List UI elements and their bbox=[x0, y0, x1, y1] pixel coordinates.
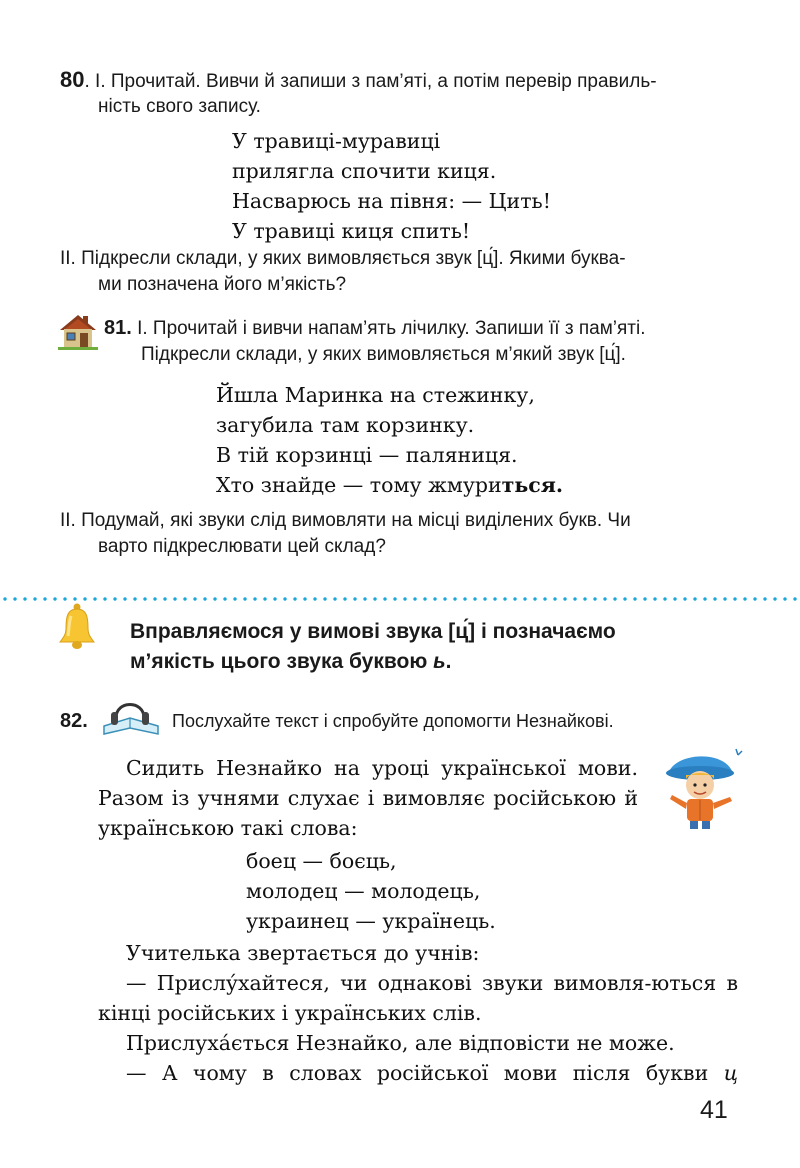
word-pairs bbox=[246, 846, 496, 936]
ex81-task1-line2: Підкресли склади, у яких вимовляється м’який звук [ц́]. bbox=[141, 344, 626, 365]
poem-line: Йшла Маринка на стежинку, bbox=[216, 383, 535, 407]
poem-line: У травиці-муравиці bbox=[232, 129, 441, 153]
ex80-task2-line1: ІІ. Підкресли склади, у яких вимовляється звук [ц́]. Якими буква- bbox=[60, 248, 626, 269]
story-paragraph: — Прислу́хайтеся, чи однакові звуки вимовля-ються в кінці російських і українських слів. bbox=[98, 971, 738, 1025]
section-heading: Вправляємося у вимові звука [ц́] і позначаємо м’якість цього звука буквою ь. bbox=[130, 620, 616, 673]
ex82-number: 82. bbox=[60, 710, 88, 732]
bell-icon bbox=[58, 602, 96, 650]
neznaiko-illustration bbox=[660, 745, 748, 830]
poem-line: В тій корзинці — паляниця. bbox=[216, 443, 518, 467]
page-number: 41 bbox=[700, 1096, 728, 1124]
ex82-instruction: Послухайте текст і спробуйте допомогти Незнайкові. bbox=[172, 711, 614, 731]
word-pair: украинец — українець. bbox=[246, 909, 496, 933]
poem-line: Насварюсь на півня: — Цить! bbox=[232, 189, 551, 213]
ex81-poem bbox=[216, 380, 563, 500]
ex80-poem bbox=[232, 126, 551, 246]
ex82-dialogue bbox=[98, 938, 738, 1088]
ex81-task2-line1: ІІ. Подумай, які звуки слід вимовляти на місці виділених букв. Чи bbox=[60, 510, 631, 531]
poem-line: Хто знайде — тому жмуриться. bbox=[216, 473, 564, 497]
story-paragraph: Прислуха́ється Незнайко, але відповісти не може. bbox=[126, 1031, 675, 1055]
ex80-task2-line2: ми позначена його м’якість? bbox=[98, 274, 347, 295]
word-pair: боец — боєць, bbox=[246, 849, 397, 873]
section-divider bbox=[0, 597, 800, 601]
ex81-number: 81. bbox=[104, 317, 132, 339]
headphones-book-icon bbox=[100, 692, 162, 740]
ex81-task2-line2: варто підкреслювати цей склад? bbox=[98, 536, 386, 557]
story-paragraph: Учителька звертається до учнів: bbox=[126, 941, 480, 965]
ex80-task1-cont: ність свого запису. bbox=[98, 96, 261, 117]
poem-line: загубила там корзинку. bbox=[216, 413, 475, 437]
word-pair: молодец — молодець, bbox=[246, 879, 481, 903]
ex80-task1: 80. І. Прочитай. Вивчи й запиши з пам’яті, а потім перевір правиль- bbox=[60, 67, 657, 92]
poem-line: У травиці киця спить! bbox=[232, 219, 471, 243]
story-paragraph: — А чому в словах російської мови після букви ц bbox=[126, 1061, 738, 1085]
poem-line: прилягла спочити киця. bbox=[232, 159, 497, 183]
ex80-number: 80 bbox=[60, 67, 85, 92]
house-icon bbox=[58, 310, 98, 350]
ex81-task1-line1: 81. І. Прочитай і вивчи напам’ять лічилку. Запиши її з пам’яті. bbox=[104, 317, 646, 339]
ex82-paragraph-1: Сидить Незнайко на уроці української мови. Разом із учнями слухає і вимовляє російською й українською такі слова: bbox=[98, 756, 638, 840]
